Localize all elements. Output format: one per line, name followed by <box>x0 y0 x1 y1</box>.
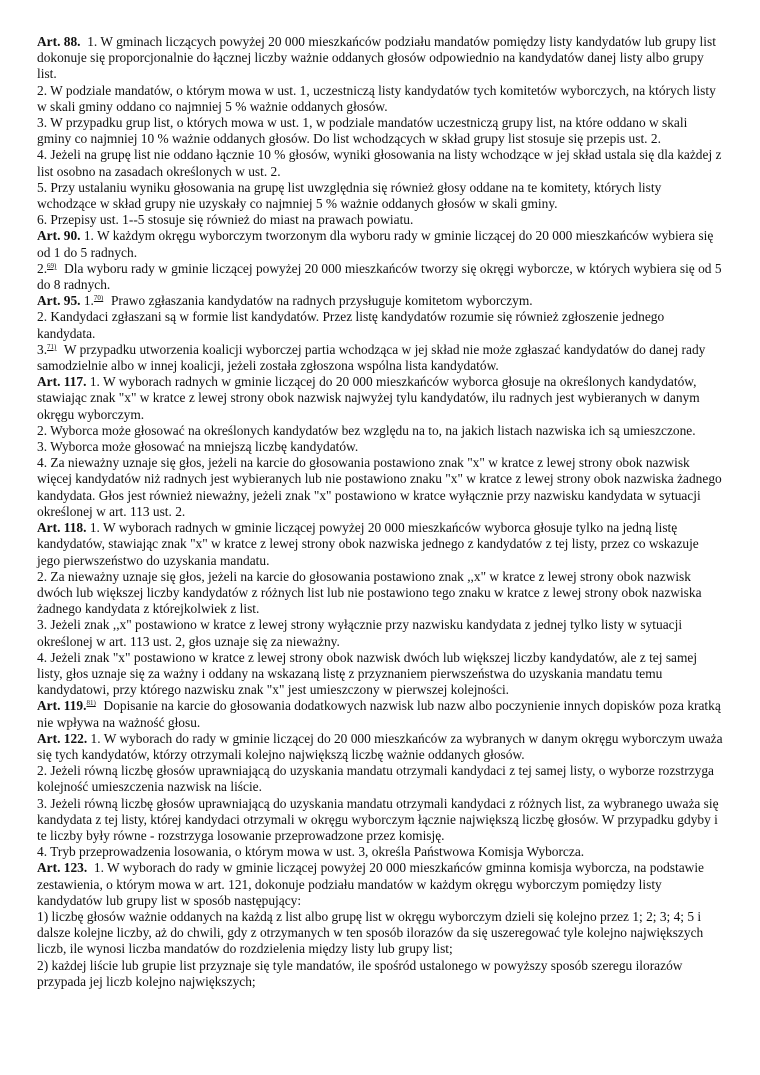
paragraph-text: 3. W przypadku grup list, o których mowa w ust. 1, w podziale mandatów uczestniczą grupy list, na które oddano w skali gminy co najmniej 10 % ważnie oddanych głosów. Do list wchodzących w skład grupy list stosuje się przepis ust. 2. <box>37 115 691 147</box>
paragraph-text: 3. Jeżeli znak ,,x" postawiono w kratce z lewej strony wyłącznie przy nazwisku kandydata z jednej tylko listy w sytuacji określonej w art. 113 ust. 2, głos uznaje się za nieważny. <box>37 617 686 649</box>
article-paragraph <box>37 731 724 763</box>
article-number: Art. 95. <box>37 293 81 309</box>
article-number: Art. 88. <box>37 34 81 49</box>
paragraph-text: Prawo zgłaszania kandydatów na radnych przysługuje komitetom wyborczym. <box>104 293 533 309</box>
paragraph <box>37 617 724 649</box>
paragraph-text: 1. W wyborach do rady w gminie liczącej do 20 000 mieszkańców za wybranych w danym okręgu wyborczym uważa się tych kandydatów, którzy otrzymali kolejno największą liczbę ważnie oddanych głosów. <box>37 730 726 762</box>
paragraph <box>37 763 724 795</box>
article-number: Art. 118. <box>37 520 87 536</box>
paragraph <box>37 261 724 293</box>
paragraph <box>37 423 724 439</box>
paragraph-text: 4. Jeżeli na grupę list nie oddano łącznie 10 % głosów, wyniki głosowania na listy wchodzące w jej skład ustala się dla każdej z list osobno na zasadach określonych w ust. 2. <box>37 147 725 179</box>
article-paragraph <box>37 293 724 309</box>
paragraph-text: 2. Za nieważny uznaje się głos, jeżeli na karcie do głosowania postawiono znak ,,x" w kratce z lewej strony obok nazwisk dwóch lub większej liczby kandydatów z różnych list lub nie postawiono tego znaku w kratce z lewej strony obok nazwiska żadnego kandydata z którejkolwiek z list. <box>37 568 705 617</box>
paragraph <box>37 650 724 699</box>
paragraph-text: Dopisanie na karcie do głosowania dodatkowych nazwisk lub nazw albo poczynienie innych dopisków poza kratką nie wpływa na ważność głosu. <box>37 698 725 730</box>
footnote-ref[interactable]: 71) <box>47 342 57 351</box>
paragraph-text: Dla wyboru rady w gminie liczącej powyżej 20 000 mieszkańców tworzy się okręgi wyborcze, w których wybiera się od 5 do 8 radnych. <box>37 260 725 293</box>
paragraph <box>37 909 724 958</box>
paragraph-text: 3. Wyborca może głosować na mniejszą liczbę kandydatów. <box>37 439 359 455</box>
paragraph-text: 1. W wyborach radnych w gminie liczącej powyżej 20 000 mieszkańców wyborca głosuje tylko na jedną listę kandydatów, stawiając znak "x" w kratce z lewej strony obok nazwiska jednego z kandydatów z tej listy, przez co wskazuje jego pierwszeństwo do uzyskania mandatu. <box>37 520 703 568</box>
article-number: Art. 123. <box>37 860 88 876</box>
article-paragraph <box>37 698 724 730</box>
paragraph <box>37 309 724 341</box>
article-paragraph <box>37 34 724 83</box>
paragraph-text: 1. <box>80 293 94 309</box>
paragraph-text: 2. Wyborca może głosować na określonych kandydatów bez względu na to, na jakich listach nazwiska ich są umieszczone. <box>37 422 696 438</box>
paragraph-text: 1. W gminach liczących powyżej 20 000 mieszkańców podziału mandatów pomiędzy listy kandydatów lub grupy list dokonuje się proporcjonalnie do łącznej liczby ważnie oddanych głosów odpowiednio na kandydatów danej listy albo grupy list. <box>37 34 720 82</box>
paragraph-text: 4. Jeżeli znak "x" postawiono w kratce z lewej strony obok nazwisk dwóch lub większej liczby kandydatów, ale z tej samej listy, głos uznaje się za ważny i oddany na wskazaną listę z przyznaniem pierwszeństwa do uzyskania mandatu temu kandydatowi, przy którego nazwisku znak "x" jest umieszczony w pierwszej kolejności. <box>37 649 701 698</box>
paragraph <box>37 439 724 455</box>
article-paragraph <box>37 374 724 423</box>
article-number: Art. 117. <box>37 374 87 390</box>
paragraph-text: 3. Jeżeli równą liczbę głosów uprawniającą do uzyskania mandatu otrzymali kandydaci z różnych list, za wybranego uważa się kandydata z tej listy, której kandydaci otrzymali w okręgu wyborczym łącznie największą liczbę głosów. W przypadku gdyby i te liczby były równe - rozstrzyga losowanie przeprowadzone przez komisję. <box>37 795 722 843</box>
paragraph <box>37 212 724 228</box>
paragraph <box>37 958 724 990</box>
paragraph-text: 5. Przy ustalaniu wyniku głosowania na grupę list uwzględnia się również głosy oddane na te komitety, których listy wchodzące w skład grupy nie uzyskały co najmniej 5 % ważnie oddanych głosów w skali gminy. <box>37 179 665 212</box>
paragraph-text: 4. Za nieważny uznaje się głos, jeżeli na karcie do głosowania postawiono znak "x" w kratce z lewej strony obok nazwisk więcej kandydatów niż radnych jest wybieranych lub nie postawiono znaku "x" w kratce z lewej strony obok nazwiska żadnego kandydata. Głos jest również nieważny, jeżeli znak "x" postawiono w kratce wyłącznie przy nazwisku kandydata w sytuacji określonej w art. 113 ust. 2. <box>37 455 726 519</box>
paragraph-text: 2. W podziale mandatów, o którym mowa w ust. 1, uczestniczą listy kandydatów tych komitetów wyborczych, na których listy w skali gminy oddano co najmniej 5 % ważnie oddanych głosów. <box>37 82 720 114</box>
paragraph <box>37 83 724 115</box>
footnote-ref[interactable]: 69) <box>47 261 57 270</box>
article-number: Art. 90. <box>37 228 81 244</box>
paragraph-text: 2) każdej liście lub grupie list przyznaje się tyle mandatów, ile spośród ustalonego w powyższy sposób szeregu ilorazów przypada jej liczb kolejno największych; <box>37 957 686 989</box>
article-paragraph <box>37 860 724 909</box>
paragraph <box>37 342 724 374</box>
article-paragraph <box>37 520 724 569</box>
footnote-ref[interactable]: 70) <box>93 294 104 303</box>
paragraph-text: 1. W wyborach radnych w gminie liczącej do 20 000 mieszkańców wyborca głosuje na określonych kandydatów, stawiając znak "x" w kratce z lewej strony obok nazwisk najwyżej tylu kandydatów, ilu radnych jest wybieranych w danym okręgu wyborczym. <box>37 374 704 422</box>
paragraph-text: 1. W wyborach do rady w gminie liczącej powyżej 20 000 mieszkańców gminna komisja wyborcza, na podstawie zestawienia, o którym mowa w art. 121, dokonuje podziału mandatów w każdym okręgu wyborczym pomiędzy listy kandydatów lub grupy list w sposób następujący: <box>37 860 708 908</box>
paragraph-text: 1. W każdym okręgu wyborczym tworzonym dla wyboru rady w gminie liczącej do 20 000 mieszkańców wybiera się od 1 do 5 radnych. <box>37 228 717 260</box>
paragraph-text: W przypadku utworzenia koalicji wyborczej partia wchodząca w jej skład nie może zgłaszać kandydatów do danej rady samodzielnie albo w innej koalicji, jeżeli została zgłoszona wspólna lista kandydatów. <box>37 341 709 374</box>
paragraph <box>37 844 724 860</box>
footnote-ref[interactable]: 81) <box>86 699 96 708</box>
article-number: Art. 122. <box>37 730 88 746</box>
paragraph-text: 1) liczbę głosów ważnie oddanych na każdą z list albo grupę list w okręgu wyborczym dzieli się kolejno przez 1; 2; 3; 4; 5 i dalsze kolejne liczby, aż do chwili, gdy z otrzymanych w ten sposób ilorazów da się uszeregować tyle kolejno największych liczb, ile wynosi liczba mandatów do rozdzielenia między listy lub grupy list; <box>37 908 707 957</box>
paragraph <box>37 569 724 618</box>
paragraph <box>37 455 724 520</box>
article-number: Art. 119. <box>37 698 87 714</box>
paragraph-text: 2. Jeżeli równą liczbę głosów uprawniającą do uzyskania mandatu otrzymali kandydaci z tej samej listy, o wyborze rozstrzyga kolejność umieszczenia nazwisk na liście. <box>37 763 718 795</box>
article-paragraph <box>37 228 724 260</box>
paragraph-text: 2. <box>37 260 48 276</box>
paragraph <box>37 115 724 147</box>
paragraph <box>37 147 724 179</box>
paragraph <box>37 796 724 845</box>
paragraph <box>37 180 724 212</box>
paragraph-text: 2. Kandydaci zgłaszani są w formie list kandydatów. Przez listę kandydatów rozumie się również zgłoszenie jednego kandydata. <box>37 309 668 341</box>
paragraph-text: 4. Tryb przeprowadzenia losowania, o którym mowa w ust. 3, określa Państwowa Komisja Wyborcza. <box>37 844 585 860</box>
paragraph-text: 6. Przepisy ust. 1--5 stosuje się również do miast na prawach powiatu. <box>37 212 414 228</box>
document-body <box>37 34 724 990</box>
paragraph-text: 3. <box>37 341 48 357</box>
